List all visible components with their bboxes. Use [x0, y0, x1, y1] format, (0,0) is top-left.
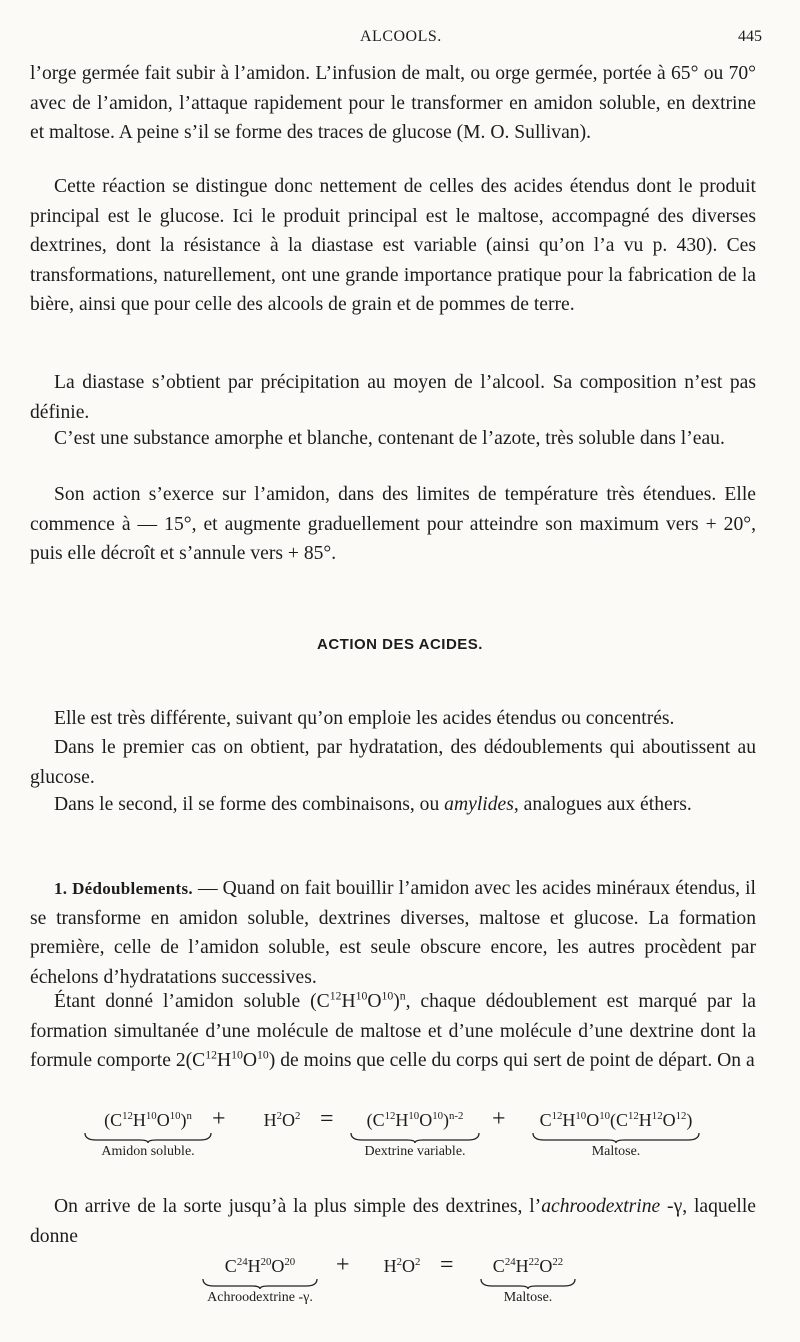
paragraph-malt-infusion: l’orge germée fait subir à l’amidon. L’infusion de malt, ou orge germée, portée à 65° ou 70° avec de l’amidon, l’attaque rapidement pour le transformer en amidon soluble, en dextrine et maltose. A peine s’il se forme des traces de glucose (M. O. Sullivan).: [30, 63, 756, 143]
eq1-equals: =: [320, 1106, 334, 1132]
paragraph-temperature: Son action s’exerce sur l’amidon, dans des limites de température très étendues. Elle commence à — 15°, et augmente graduellement pour atteindre son maximum vers + 20°, puis elle décroît et s’annule vers + 85°.: [30, 484, 756, 564]
eq2-term1-formula: $C^{24}H^{20}O^{20}$: [224, 1256, 296, 1276]
eq2-caption-maltose: Maltose.: [503, 1290, 553, 1305]
eq1-water: [252, 1110, 312, 1131]
paragraph-different: Elle est très différente, suivant qu’on emploie les acides étendus ou concentrés.: [54, 708, 675, 729]
underbrace-icon: [530, 1131, 702, 1143]
amylides-term: amylides: [444, 794, 514, 815]
eq2-water: [372, 1256, 432, 1277]
achroodextrine-term: achroodextrine: [541, 1196, 661, 1217]
eq1-term1-formula: $(C^{12}H^{10}O^{10})^n$: [104, 1110, 192, 1130]
dedoublements-heading: 1. Dédoublements.: [54, 879, 193, 898]
eq1-amidon-soluble: [82, 1110, 214, 1160]
eq1-plus-1: +: [212, 1106, 226, 1132]
eq1-caption-dextrine: Dextrine variable.: [364, 1144, 466, 1159]
underbrace-icon: [200, 1277, 320, 1289]
paragraph-second-case: Dans le second, il se forme des combinaisons, ou amylides, analogues aux éthers.: [54, 794, 692, 815]
eq2-caption-achroodextrine: Achroodextrine -γ.: [207, 1290, 313, 1305]
eq1-dextrine: [348, 1110, 482, 1160]
eq2-equals: =: [440, 1252, 454, 1278]
eq2-term3-formula: $C^{24}H^{22}O^{22}$: [492, 1256, 564, 1276]
section-heading: ACTION DES ACIDES.: [317, 636, 483, 653]
eq2-achroodextrine: [200, 1256, 320, 1306]
page-header: [0, 28, 800, 52]
paragraph-amidon-soluble: Étant donné l’amidon soluble $(C^{12}H^{10}O^{10})^n$, chaque dédoublement est marqué par la formation simultanée d’une molécule de maltose et d’une molécule d’une dextrine dont la formule comporte $2(C^{12}H^{10}O^{10})$ de moins que celle du corps qui sert de point de départ. On a: [30, 989, 756, 1071]
eq1-term3-formula: $(C^{12}H^{10}O^{10})^{n-2}$: [366, 1110, 464, 1130]
eq2-plus: +: [336, 1252, 350, 1278]
paragraph-substance: C’est une substance amorphe et blanche, contenant de l’azote, très soluble dans l’eau.: [54, 428, 725, 449]
paragraph-reaction: Cette réaction se distingue donc nettement de celles des acides étendus dont le produit principal est le glucose. Ici le produit principal est le maltose, accompagné des diverses dextrines, dont la résistance à la diastase est variable (ainsi qu’on l’a vu p. 430). Ces transformations, naturellement, ont une grande importance pratique pour la fabrication de la bière, ainsi que pour celle des alcools de grain et de pommes de terre.: [30, 176, 756, 315]
paragraph-first-case: Dans le premier cas on obtient, par hydratation, des dédoublements qui aboutissent au glucose.: [30, 737, 756, 788]
underbrace-icon: [82, 1131, 214, 1143]
eq1-caption-amidon: Amidon soluble.: [101, 1144, 195, 1159]
eq2-term2-formula: $H^2O^2$: [383, 1256, 421, 1276]
eq1-maltose: [530, 1110, 702, 1160]
paragraph-diastase-obtained: La diastase s’obtient par précipitation au moyen de l’alcool. Sa composition n’est pas définie.: [30, 372, 756, 423]
running-title: ALCOOLS.: [360, 28, 442, 45]
underbrace-icon: [348, 1131, 482, 1143]
eq1-caption-maltose: Maltose.: [591, 1144, 641, 1159]
paragraph-achroodextrine: On arrive de la sorte jusqu’à la plus simple des dextrines, l’achroodextrine -γ, laquelle donne: [30, 1196, 756, 1247]
eq1-term2-formula: $H^2O^2$: [263, 1110, 301, 1130]
eq1-term4-formula: $C^{12}H^{10}O^{10}(C^{12}H^{12}O^{12})$: [539, 1110, 693, 1130]
eq2-maltose: [478, 1256, 578, 1306]
page-number: 445: [738, 28, 762, 45]
paragraph-dedoublements: 1. Dédoublements. — Quand on fait bouillir l’amidon avec les acides minéraux étendus, il se transforme en amidon soluble, dextrines diverses, maltose et glucose. La formation première, celle de l’amidon soluble, est seule obscure encore, les autres procèdent par échelons d’hydratations successives.: [30, 878, 756, 988]
eq1-plus-2: +: [492, 1106, 506, 1132]
underbrace-icon: [478, 1277, 578, 1289]
